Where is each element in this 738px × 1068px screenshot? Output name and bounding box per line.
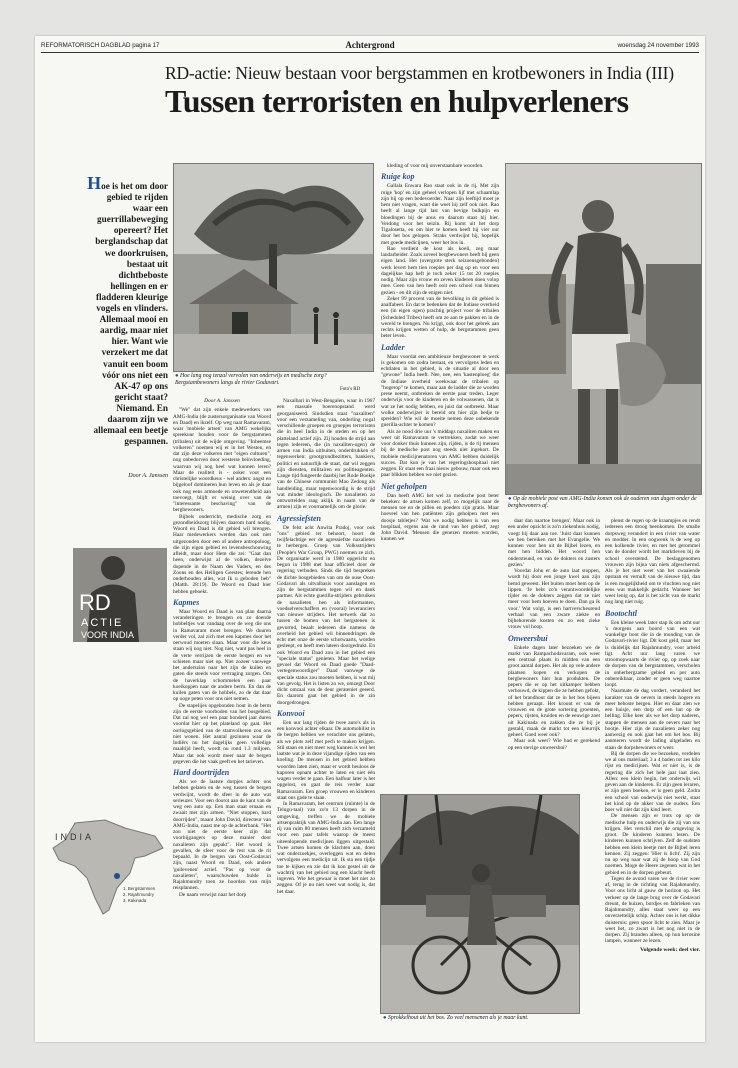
subheading-konvooi: Konvooi	[277, 708, 305, 718]
subheading-ruige-kop: Ruige kop	[381, 172, 415, 182]
article-column-4	[508, 518, 600, 788]
subheading-agressiefsten: Agressiefsten	[277, 513, 321, 523]
article-column-5	[605, 518, 700, 1034]
rd-actie-logo	[73, 548, 167, 642]
article-column-2	[277, 398, 375, 1034]
photo-bicycle	[380, 794, 580, 1014]
paragraph: Dan heeft AMG het wel zo medische post beter bekeken: de artsen komen zelf, zo mogelijk naar de mensen toe en de pillen en poeders zijn gratis. Maar hoeveel van hen patiënten zijn geholpen met een doosje tabletjes? 'Wat we nodig hebben is van een hospitaal, ergens aan de rand van het gebied', zegt John David. 'Mensen die genezen moeten worden, kunnen we	[381, 492, 499, 543]
subheading-onweersbui: Onweersbui	[508, 633, 548, 643]
paragraph: kleding of voor mij onverstaanbare woorden.	[387, 163, 484, 169]
paragraph: Bij de dorpen die we bezoeken, verdelen we al ons materiaal; 3 a 4 baden tot zes kilo rijst en medicijnen. Wat er niet is, is de regering die zich het hele jaar laat zien. Allen: een klein begin, het onderwijs wil geven aan de kinderen. Er zijn geen leraren, er zijn geen boeken, er is geen geld. Zodra een school van onderwijs niet werkt, staat het kind op de akker van de ouders. Een boer wil niet dat zijn kind leert.	[605, 750, 700, 813]
paragraph: De naam verwijst naar het dorp	[179, 891, 247, 898]
article-column-3	[381, 163, 499, 788]
map-legend-1: 1. Bergstammen	[123, 886, 156, 891]
paragraph: Naarmate de dag vordert, veranderd het karakter van de oevers in steeds hogere en meer beboste bergen. Hier en daar zien we een huisje, een dorp of een hut op de helling. Elke keer als we het dorp naderen, stappen de mensen aan de oevers naar het bootje. Hier zijn de naxalieten zeker nog aanwezig en ook gaat het om het bos. Bij aanmeren wordt de lading uitgeladen en staan de dorpsbewoners er weer.	[605, 688, 700, 751]
paragraph: plenst de regen op de kraampjes en rendt iedereen een droog heenkomen. De smalle dorpsweg verandert in een rivier van water en modder. In een oogwenk is de weg op een kolkende rivier, en met het gerommel van de donder wordt het marktleven bij de school overstemd. De beslaggenomen vrouwen zijn bijna van niets afgeschermd. Als je het niet weet van het zwaaiende opstaan en vernuft van de nieuwe tijd, dan is een mogelijkheid om te vluchten nog niet eens wat makkelijk gedacht. Wanneer het weer lenig op, dat is het zicht van de markt nog lang niet ruig.	[605, 518, 700, 606]
photo-hut	[173, 163, 374, 372]
paragraph: Als ze nood drie uur 's middags naxaliten maken en weer uit Ramavaram te vertrekken, zodat we weer voor donker thuis kunnen zijn, rijden, is de rij mensen bij de medische post nog steeds niet ingekort. De mobiele medicijnenatoren van AMG hebben duidelijk succes. Dat kun je van het regeringshospitaal niet zeggen. Er staat een fraai nieuw gebouw, maar ook een paar blikken hebben we niet gezien.	[381, 428, 499, 479]
article-headline: Tussen terroristen en hulpverleners	[165, 83, 629, 119]
intro-dropcap: H	[87, 173, 102, 193]
subheading-niet-geholpen: Niet geholpen	[381, 481, 427, 491]
caption-bicycle: ● Sprokkelhout uit het bos. Zo veel mensenen als je maar kunt.	[383, 1015, 529, 1021]
paragraph: In Ramavaram, het centrum (ruimte) in de Telugu-taal) van zo'n 13 dorpen in de omgeving, treffen we de mobiele artsenpraktijk van AMG-India aan. Een lange rij van ruim 80 mensen heeft zich verzameld voor een paar tafels waarop de meest uiteenlopende medicijnen liggen uitgestald. Twee artsen komen de klachten aan, doen wat onderzoekjes, overleggen wat en delen vervolgens een medicijn uit. Ik sta een tijdje toe te kijken en zie dat ik kon gestel uit de wachtrij van het gebied nog een klacht heeft ingeven. Wie het gewaar is moet het niet zo zeggen. Of je nu niet weet wat nodig is, dat het daar.	[277, 801, 375, 895]
header-section: Achtergrond	[345, 40, 395, 50]
subheading-bootochtl: Bootochtl	[605, 608, 638, 618]
series-next-note: Volgende week: deel vier.	[640, 946, 700, 953]
paragraph: Voordat John er de auto laat stoppen, wordt hij door een jonge kwel aan zijn hemd geweest. Het buiten moet hem op de lippen. 'Je hebt zo'n verantwoordelijke rijder en de dokters zeggen dat ze niet meer voor hem hoeven te doen. Dan ga ik voor.' Wat volgt, is een hartverscheurend verhaal van een zware ziekte en bijbehorende kosten en zo een zieke vrouw vol hoop.	[508, 568, 600, 631]
article-intro	[87, 174, 168, 447]
paragraph: Als we de laatste dorpjes achter ons hebben gelaten en de weg tussen de bergen verdwijnt, wordt de sfeer in de auto wat serieuzer. Voor een doorot aan de kant van de weg een auto op. Een man staat ernaan en zwaait met zijn armen. "Niet stoppen, hard doorrijden", maant John David, directeur van AMG-India, naast me op de achterbank. "Het zou niet de eerste keer zijn dat voorbijgangers op deze manier door naxalieten zijn gepakt". Het woord is gevallen, de sfeer voor de rest van de rit bepaald. In de bergen van Oost-Godavari zijn, naast Woord en Daad, ook andere 'guilevenen' actief. "Pas op voor de naxalieten", waarschuwden hulde in Rajahmundry toen ze hoorden van mijn reisplannen.	[173, 779, 271, 892]
subheading-ladder: Ladder	[381, 342, 405, 352]
paragraph: Maar ook weer? Wie had er gerekend op een stevige onweersbui?	[508, 738, 600, 751]
caption-hut: ● Hoe lang nog tenzal vervolen van onderwijs en medische zorg? Bergstambewoners langs de rivier Godavari.	[175, 373, 327, 386]
newspaper-page	[35, 36, 705, 1042]
article-kicker: RD-actie: Nieuw bestaan voor bergstammen en krotbewoners in India (III)	[165, 63, 674, 83]
paragraph: Naxalbari in West-Bengalen, waar in 1967 een massale boerenopstand werd georganiseerd. Sindsdien staat "naxaliten" voor een verzameling van, onderling nogal verschillende groepen en groepjes terroristen die in heel India in de steden en op het platteland actief zijn. Zij houden de strijd aan tegen iedereen, die (in naxaliten-ogen) de armen van India uitbuiten, onderdrukken of tegenwerken: grootgrondbezitters, bankiers, politici en natuurlijk de staat, dat wil zeggen zijn diensten, militairen en politieagenten. Lange tijd fungeerde daarbij het Rode Boekje van de Chinese communist Mao Zedong als handleiding, maar tegenwoordig is de strijd wat minder ideologisch. De naxalieten zo ontwortelden raag aklijk in naam van de armen) zijn er voornamelijk om de glorie.	[277, 398, 375, 511]
caption-old-man: ● Op de mobiele post van AMG-India komen ook de ouderen van dagen onder de bergbewoners af.	[508, 496, 697, 509]
logo-india-text: VOOR INDIA	[81, 630, 135, 640]
paragraph: Zeker 99 procent van de bevolking in dit gebied is analfabeet. En dat te bedenken dat de Indiase overheid een (in eigen ogen) prachtig project voor de tribalen (Scheduled Tribes) heeft om ze aan te pakken en in de wereld te brengen. Nu krijgt, ook door het gebrek aan rechts krijgen wetten of hulp, de bergstammen geen beter leven.	[381, 295, 499, 340]
india-map	[45, 818, 169, 920]
header-paper-name: REFORMATORISCH DAGBLAD pagina 17	[41, 42, 160, 49]
paragraph: De stapelijes opgebonden hout in de berm zijn de eerste voorboden van het bosgebied. Dat zal nog wel een paar honderd jaar duren voordat hier op het plateland op gaat. Het oorlogsgebied van de stamvolkeren zou ons niet wonen. Het aantal gezinnen waar de Indiërs nu het dagelijks geen volledige maaltijd heeft, wordt nu rond 1.3 miljoen. Maar dat ook wordt meer naar de bergen gegeven die het vaak geeft en het tarieven.	[173, 702, 271, 765]
paragraph: Tegen de avond varen we de rivier weer af, terug in de richting van Rajahmundry. Voor ons licht al gauw de horizon op. Het verkeer op de lange brug over de Godavari dreunt, de huizen, bordjes en fabrieken van Rajahmundry, alles staat weer op een onverzettelijk schip. Achter ons is het dikke duisternis: geen spoor licht te zien. Maar je weet het, zo zwart is het nog niet in de dorpen. Zij branden alleen, op hun kerosine lampen, wanneer ze lezen.	[605, 875, 700, 945]
paragraph: Enkele dagen later bezoeken we de markt van Rampachodavaram, ook weer een centraal plaats in midden van een groot aantal dorpen. Het als op vele andere plaatsen kopen en verkopen de bergbewoners hier hun produkten. De pepers die er op het uitkamper hebben verhouwd, de kippen die ze hebben gefokt, of het brandhout dat ze in het bos bijeen hebben geraapt. Het kroont er van de vrouwen en de grote sortering groenten, pepers, rijsten, kruiden en de eeuwige zoet uit Kakinada en zakken die ze bij je gestald, maak de markt tot een kleurrijk geheel. Goed weer ook?	[508, 644, 600, 738]
map-legend-2: 2. Rajahmundry	[123, 892, 154, 897]
logo-rd-text: RD	[79, 590, 111, 615]
map-legend-3: 3. Kakinada	[123, 898, 147, 903]
intro-text: oe is het om door gebied te rijden waar een guerrillabeweging opereert? Het berglandschap dat we doorkruisen, bestaat uit dichtbeboste hellingen en er fladderen kleurige vogels en vlinders. Allemaal mooi en aardig, maar niet hier. Want wie verzekert me dat vanuit een boom vóór ons niet een AK-47 op ons gericht staat? Niemand. En daarom zijn we allemaal een beetje gespannen.	[93, 181, 168, 447]
header-date: woensdag 24 november 1993	[617, 42, 699, 49]
photo-old-man	[505, 163, 702, 495]
logo-actie-text: ACTIE	[81, 617, 124, 629]
paragraph: De mensen zijn er trots op op de medische hulp en onderwijs die zij van ons krijgen. Het verschil met de omgeving is groot. De kinderen kunnen lezen. De kinderen kunnen schrijven. Zelf de oudsten hebben een klein beetje met de Bijbel leren kennen. Zij zeggen: 'Hier is licht'. Zij zijn nu op weg naar wat zij de hoop van God noemen. Moge de Heere zegenen wat in het gebied en in de dorpen gebeurt.	[605, 813, 700, 876]
intro-author: Door A. Janssen	[128, 473, 168, 479]
paragraph: Een kleine week later stap ik om acht uur 's morgens aan boord van een wat wankelige boot die in de monding van de Godavari-rivier ligt. Dit kost geld, maar het is duidelijk dat Rajahmundry, voor arbeid ligt. Acht uur lang varen we stroomopwaarts de rivier op, op zoek naar de dorpen van de bergstammen, verscholen in onherbergzame gebied en per auto onbereikbaar, zonder er geen weg naartoe loopt.	[605, 619, 700, 688]
paragraph: Maar Woord en Daad is van plan daarna veranderingen te brengen en zo doende hobbeltjes wat vandaag over de weg die ons in Ramavaram moet brengen. We duuren verder vol, zal zich met een kapmes door het oerwoud moeten slaan. Maar voor die keus staan wij nog niet. Nog niet, want pas heel in de verte verrijzen de eerste bergen en we schieten maar niet op. Niet zozeer vanwege het anderszins naar het zijn de kuilen en gaten die steeds voor vertraging zorgen. Om de haverklap schommelen een paar koeikoppen naar de andere berm. En dan de kuilen gaten van de hobbels, zo de dat daar op ooge peten voor ons niet nemen.	[173, 608, 271, 703]
photo-credit: Foto's RD	[340, 387, 361, 392]
paragraph: Rao verdient de kost als koeli, zeg maar landarbeider. Zoals zoveel bergbewoners heeft hij geen eigen land. Het (overgrote sterk seizoensgebonden) werk levert hem tien roepies per dag op en voor een dagelijkse hap heft je toch zeker 15 tot 20 roepies nodig. Maar zijn vrouw en zeven kinderen doen volop mee. Geen van hen heeft ooit een school van binnen gezien - en dit zijn de enigen niet.	[381, 245, 499, 296]
map-marker-icon	[114, 873, 120, 879]
byline: Door A. Janssen	[204, 398, 240, 404]
paragraph: Bijbels onderricht, medische zorg en gezondheidszorg blijven daarom hard nodig. Woord en Daad is dit gebied wil brengen. Haar medewerkers werden dan ook niet uitgezonden door een of andere antropoloog, die zijn eigen gebied en levensbeschouwing afleidt, maar door Hem die zei: "Gaat dan heen, onderwijst al de volken, dezelve dopende in de Naam des Vaders, en des Zoons en des Heiligen Geestes; lerende hen onderhouden alles, wat Ik u geboden heb" (Matth. 28:19). De Woord en Daad hier hebben geboekt.	[173, 513, 271, 595]
paragraph: Een uur lang rijden de twee auto's als in een konvooi achter elkaar. De automobilist in de bergen hebben we verachter ons gelaten, als we plots zelf met pech te maken krijgen. Stil staan en niet meer weg kunnen is wel het laatste wat je in deze vijandige rijden van een koeling. De mensen in het gebied hebben woorden laten zien, maar er wordt heuloos de kaporen opnam achter te laten en niet één wagen verder te gaan. Een halfuur later is het opgelost, en gaat de reis verder naar Ramavaram. Een groep vrouwen en kinderen staat ons gade te slaan.	[277, 719, 375, 801]
subheading-kapmes: Kapmes	[173, 597, 200, 607]
subheading-hard-doortrijden: Hard doortrijden	[173, 768, 230, 777]
paragraph: Gallala Enwara Rao staat ook in de rij. Met zijn ruige 'kop' en zijn geheel verlopen lijf met schaamlap zijn bij op een bedevoerder. Naar zijn leeftijd moet je hem niet vragen, want die weet hij zelf ook niet. Rao heeft al lange tijd last van hevige bulkpijn en bloedingen bij de anus en daarom staat hij hier. Verdong voor het seizin. Rij komt uit het dorp Tigalosetta, en om hier te komen heeft hij vier uur door het bos gelopen. Straks verdwijnt hij, hopelijk met goede medicijnen, weer het bos in.	[381, 183, 499, 246]
paragraph: Maar voordat een ambitieuze bergbewoner te werk is gekomen om zodra bestaat, en vervolgens leden en echtlaten in het gebied, is de situatie al door een "gewone" India heeft. Nee, nee, een 'kastenploeg' die de Indiase overheid weekwaar de tribalen op "hogerop" te komen, maar aan de ladder die ze worden prese neemt, ontbreken de eerste paar treden. Leger onderwijs voor de kinderen en de volwassenen, dat is wat ze het nodig hebben, en juist dat ontbreekt. Maar wolke onderwijzer is bereid om hier zijn bedje te spreiden? Wie wil de moeite nemen deze onbekende guerilla-achter te komen?	[381, 353, 499, 429]
paragraph: daar dan naartoe brengen'. Maar ook in een ander opzicht is zo'n ziekenhuis nodig, voegt hij daar aan toe. 'Juist daar kunnen we hen bereiken met het Evangelie. We kunnen voor hen uit de Bijbel lezen, en met hen bidden. Het woord hen ondersteund, en van de dokters en zusters gezien.'	[508, 518, 600, 568]
paragraph: "We" dat zijn enkele medewerkers van AMG-India (de zustersorganisatie van Woord en Daad) en ikzelf. Op weg naar Ramavaram, waar 'mobiele artsen' van AMG wekelijks spreekuur houden voor de bergstammen (tribalen) uit de wijde omgeving. "Inheemse volkeren" noemen wij er in het Westen, en dat zijn deze volkeren met "eigen culturen", nog onbedorven door westerse beïnvloeding, waarvan wij nog heel wat kunnen leren? Maar de realiteit is - ooker voor een christelijke woordkeus - wel anders: angst en bijgeloof domineren hun leven en als je daar ook nog eens armoede en onwetendheid aan toevoegt, blijft er weinig over van de "interessante beschaving" van de bergbewoners.	[173, 407, 271, 514]
page-header	[41, 40, 699, 53]
article-column-1	[173, 394, 271, 1034]
map-title: INDIA	[55, 832, 95, 842]
paragraph: De felst acht Anwita Pradoj, voor ook "ons" gebied ter behoort, hoort de twijfelachtige eer de agressiefste naxalieten te herbergen. Groep van Volksstrijders (People's War Group, PWG) noemen ze zich. De organisatie werd in 1980 opgericht en begon in 1988 met haar officieel door de regering verboden. Sinds die tijd bespreken de dichte bosgebieden van om de ouse Oost-Godavari als uitvalbasis voor aanslagen en zijn de bergstammen tegen wil en dank partner. Als echte guerilla-strijders gebruiken de naxalieten hen als informanten, voedselverschaffers en (vooral) leveranciers van nieuwe strijders. Het netwerk dat zo tussen de bomen van het bergstenen is gevormd, beaalt iedereen die namens de overheid het gebied wil binnendringen de echt met onze de eerste schotwaarts, worden gesleept, en heeft men lateen doorgedrukt. En ook Woord en Daad zou in het gebied een "speciale status" genieten. Maar het welige gevoel dat Woord en Daad goede "Daad-vertegenwoordiger" Daad vanwege de speciale status zou moeten hebben, is wat mij van gevolg. Het is listen zo we, omzegt Door dicht omzaal van de deur gerateniet geeerd. En daarom gaat het gebied in de zin doorgedrongen.	[277, 524, 375, 706]
